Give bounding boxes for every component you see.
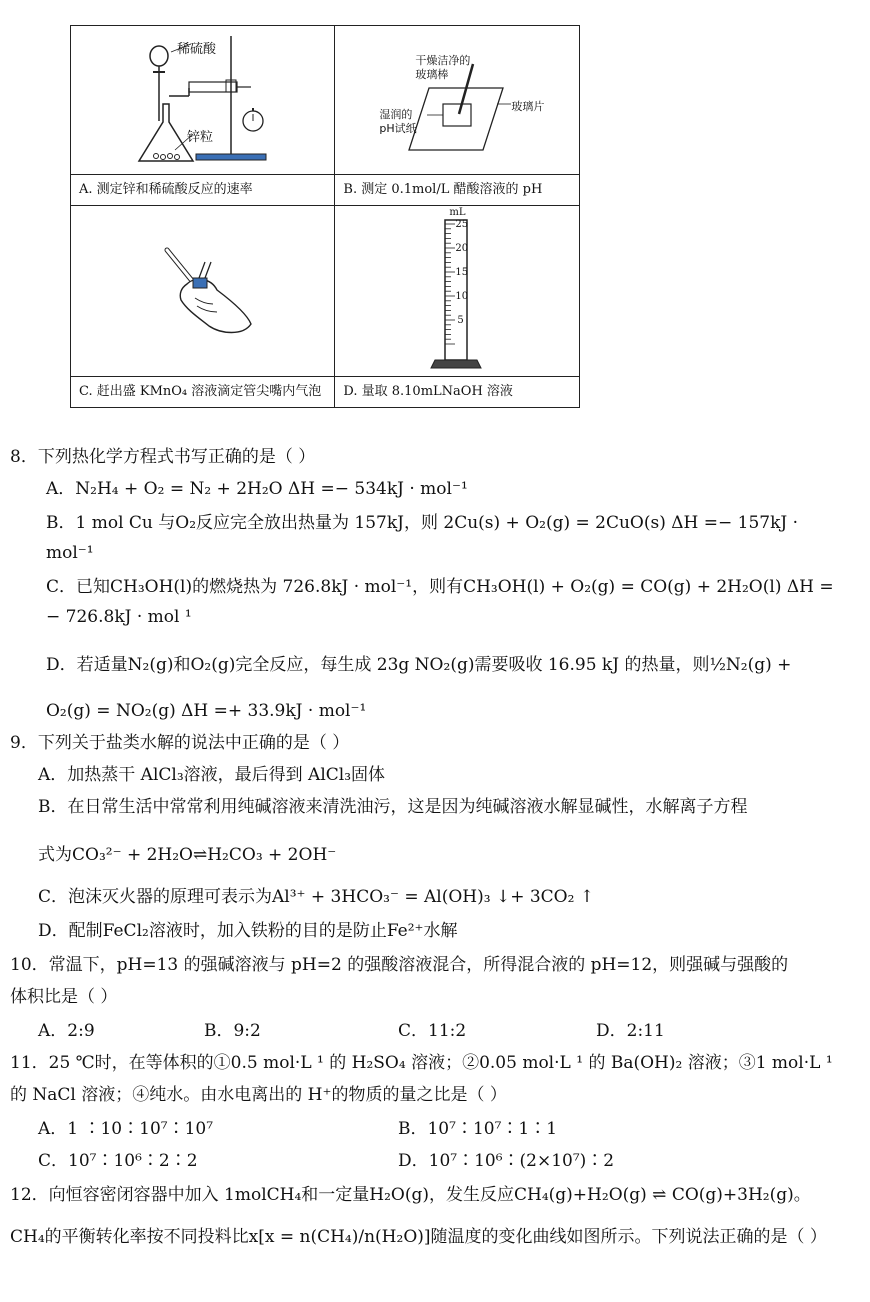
q9-option-b-line2: 式为CO₃²⁻ + 2H₂O⇌H₂CO₃ + 2OH⁻ [38, 845, 337, 865]
q10-option-a: A．2:9 [38, 1021, 95, 1041]
tick-label-15: 15 [455, 267, 469, 278]
q10-stem-line1: 10．常温下，pH=13 的强碱溶液与 pH=2 的强酸溶液混合，所得混合液的 pH=12，则强碱与强酸的 [10, 955, 789, 975]
q8-option-d-line2: O₂(g) = NO₂(g) ΔH =+ 33.9kJ · mol⁻¹ [46, 701, 367, 721]
q9-option-b-line1: B．在日常生活中常常利用纯碱溶液来清洗油污，这是因为纯碱溶液水解显碱性，水解离子方程 [38, 797, 748, 817]
q10-option-b: B．9:2 [204, 1021, 261, 1041]
q12-stem-line1: 12．向恒容密闭容器中加入 1molCH₄和一定量H₂O(g)，发生反应CH₄(g)+H₂O(g) ⇌ CO(g)+3H₂(g)。 [10, 1185, 811, 1205]
q12-stem-line2: CH₄的平衡转化率按不同投料比x[x = n(CH₄)/n(H₂O)]随温度的变化曲线如图所示。下列说法正确的是（ ） [10, 1227, 827, 1247]
q8-stem: 8．下列热化学方程式书写正确的是（ ） [10, 447, 316, 467]
q11-option-b: B．10⁷∶10⁷∶1∶1 [398, 1119, 558, 1139]
zinc-acid-rate-apparatus [71, 26, 334, 174]
q10-stem-line2: 体积比是（ ） [10, 987, 118, 1007]
label-glass-rod: 玻璃棒 [415, 68, 449, 81]
q8-option-d-line1: D．若适量N₂(g)和O₂(g)完全反应，每生成 23g NO₂(g)需要吸收 16.95 kJ 的热量，则½N₂(g) + [46, 655, 792, 675]
q11-stem-line2: 的 NaCl 溶液；④纯水。由水电离出的 H⁺的物质的量之比是（ ） [10, 1085, 507, 1105]
q9-option-a: A．加热蒸干 AlCl₃溶液，最后得到 AlCl₃固体 [38, 765, 386, 785]
q8-option-c-line2: − 726.8kJ · mol ¹ [46, 607, 192, 627]
q10-option-d: D．2:11 [596, 1021, 665, 1041]
label-clean-rod: 干燥洁净的 [415, 54, 471, 67]
q11-option-c: C．10⁷∶10⁶∶2∶2 [38, 1151, 198, 1171]
q10-option-c: C．11:2 [398, 1021, 467, 1041]
q11-option-a: A．1 ∶10∶10⁷∶10⁷ [38, 1119, 214, 1139]
q8-option-b-line1: B．1 mol Cu 与O₂反应完全放出热量为 157kJ，则 2Cu(s) + O₂(g) = 2CuO(s) ΔH =− 157kJ · [46, 513, 799, 533]
q9-option-c: C．泡沫灭火器的原理可表示为Al³⁺ + 3HCO₃⁻ = Al(OH)₃ ↓+ 3CO₂ ↑ [38, 887, 595, 907]
q11-option-d: D．10⁷∶10⁶∶(2×10⁷)∶2 [398, 1151, 615, 1171]
tick-label-5: 5 [457, 315, 464, 326]
caption-b: B. 测定 0.1mol/L 醋酸溶液的 pH [335, 175, 580, 206]
cylinder-unit: mL [449, 207, 466, 218]
q9-stem: 9．下列关于盐类水解的说法中正确的是（ ） [10, 733, 350, 753]
caption-c: C. 赶出盛 KMnO₄ 溶液滴定管尖嘴内气泡 [71, 377, 335, 408]
label-ph-paper: pH试纸 [379, 122, 417, 135]
tick-label-25: 25 [455, 219, 469, 230]
caption-d: D. 量取 8.10mLNaOH 溶液 [335, 377, 580, 408]
graduated-cylinder [335, 206, 579, 376]
ph-test-apparatus [335, 26, 579, 174]
q8-option-b-line2: mol⁻¹ [46, 543, 94, 563]
label-glass-slide: 玻璃片 [511, 100, 545, 113]
q8-option-c-line1: C．已知CH₃OH(l)的燃烧热为 726.8kJ · mol⁻¹，则有CH₃OH(l) + O₂(g) = CO(g) + 2H₂O(l) ΔH = [46, 577, 834, 597]
tick-label-20: 20 [455, 243, 469, 254]
tick-label-10: 10 [455, 291, 469, 302]
q9-option-d: D．配制FeCl₂溶液时，加入铁粉的目的是防止Fe²⁺水解 [38, 921, 458, 941]
label-zinc-granules: 锌粒 [187, 130, 214, 145]
caption-a: A. 测定锌和稀硫酸反应的速率 [71, 175, 335, 206]
apparatus-table [70, 25, 580, 408]
burette-bubble-illustration [71, 206, 334, 376]
label-wet: 湿润的 [379, 108, 413, 121]
q8-option-a: A．N₂H₄ + O₂ = N₂ + 2H₂O ΔH =− 534kJ · mol⁻¹ [46, 479, 468, 499]
label-dilute-sulfuric-acid: 稀硫酸 [177, 42, 217, 57]
q11-stem-line1: 11．25 ℃时，在等体积的①0.5 mol·L ¹ 的 H₂SO₄ 溶液；②0.05 mol·L ¹ 的 Ba(OH)₂ 溶液；③1 mol·L ¹ [10, 1053, 833, 1073]
